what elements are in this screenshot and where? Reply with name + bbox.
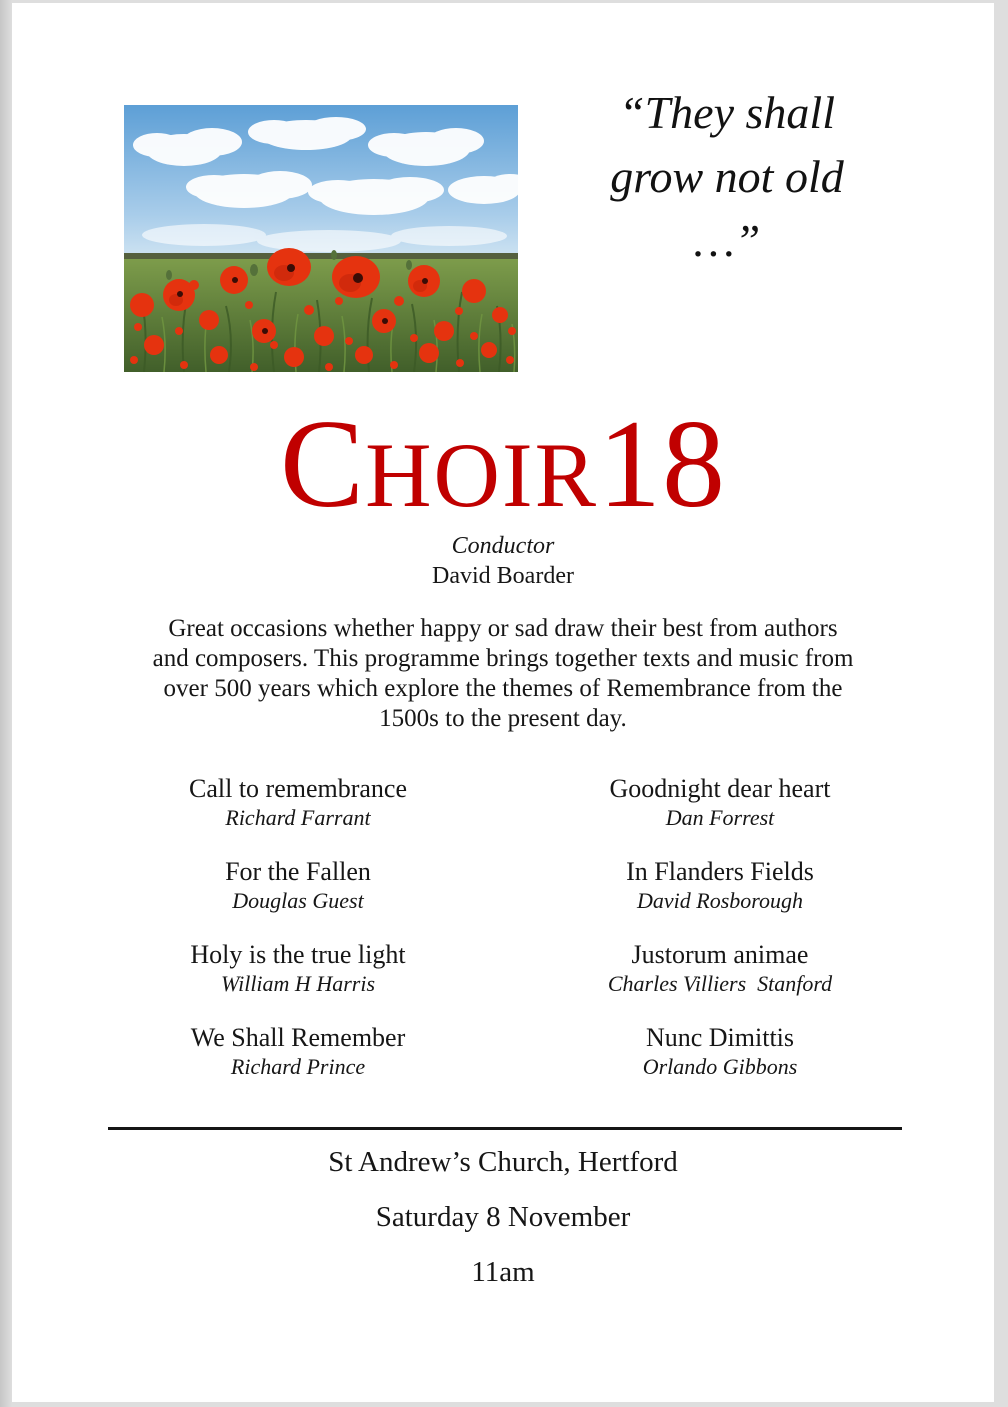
- intro-paragraph: [12, 614, 994, 734]
- conductor-name: David Boarder: [432, 563, 574, 589]
- flyer-page: [12, 3, 994, 1402]
- quote-block: [512, 81, 942, 273]
- piece-title: In Flanders Fields: [626, 857, 814, 886]
- horizontal-rule: [108, 1127, 902, 1130]
- choir-title: [12, 395, 994, 534]
- intro-line: 1500s to the present day.: [379, 705, 627, 732]
- programme-column-right: [470, 773, 970, 1105]
- programme-item: [470, 939, 970, 997]
- piece-composer: Dan Forrest: [665, 805, 775, 830]
- quote-line-1: “They shall: [619, 87, 835, 138]
- venue-date: Saturday 8 November: [375, 1201, 631, 1233]
- poppy-field-photo: [124, 105, 518, 372]
- quote-line-2: grow not old: [610, 151, 844, 202]
- piece-title: For the Fallen: [225, 857, 371, 886]
- piece-title: We Shall Remember: [190, 1023, 406, 1052]
- piece-composer: Douglas Guest: [232, 888, 364, 913]
- piece-title: Call to remembrance: [188, 774, 408, 803]
- choir-title-body: HOIR: [365, 424, 598, 526]
- piece-composer: Richard Prince: [230, 1054, 366, 1079]
- quote-line-3: …”: [693, 215, 761, 266]
- programme-item: [470, 856, 970, 914]
- piece-title: Goodnight dear heart: [609, 774, 831, 803]
- choir-title-number: 18: [597, 395, 726, 534]
- programme-item: [470, 773, 970, 831]
- piece-composer: David Rosborough: [636, 888, 803, 913]
- venue-block: [12, 1144, 994, 1309]
- intro-line: over 500 years which explore the themes of Remembrance from the: [163, 675, 843, 702]
- conductor-block: [12, 531, 994, 591]
- intro-line: Great occasions whether happy or sad draw their best from authors: [168, 615, 838, 642]
- conductor-label: Conductor: [451, 533, 555, 559]
- piece-composer: Charles Villiers Stanford: [607, 971, 833, 996]
- venue-time: 11am: [471, 1256, 535, 1288]
- choir-title-initial: C: [280, 395, 366, 534]
- piece-composer: William H Harris: [220, 971, 376, 996]
- piece-composer: Orlando Gibbons: [642, 1054, 798, 1079]
- piece-composer: Richard Farrant: [225, 805, 371, 830]
- piece-title: Justorum animae: [631, 940, 809, 969]
- intro-line: and composers. This programme brings together texts and music from: [152, 645, 854, 672]
- programme-item: [470, 1022, 970, 1080]
- piece-title: Holy is the true light: [190, 940, 406, 969]
- piece-title: Nunc Dimittis: [645, 1023, 795, 1052]
- venue-location: St Andrew’s Church, Hertford: [328, 1146, 678, 1178]
